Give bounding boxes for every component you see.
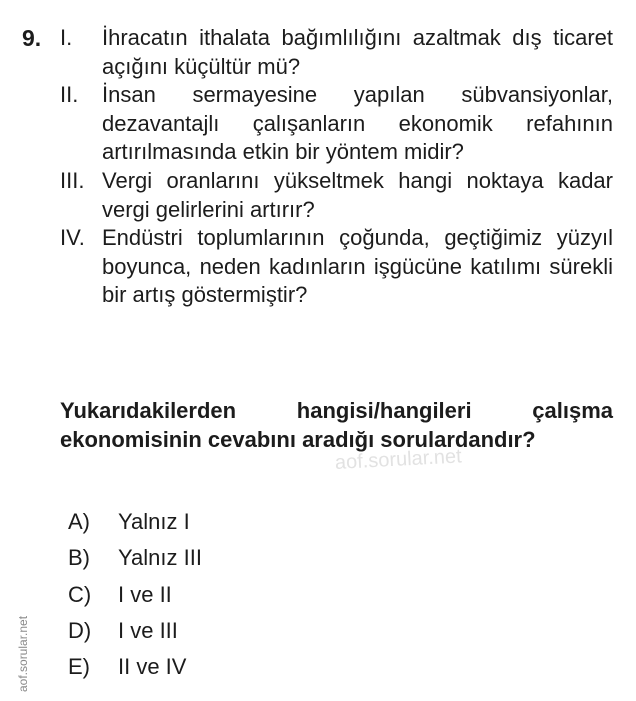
answer-option-e[interactable] (68, 649, 202, 685)
answer-option-b[interactable] (68, 540, 202, 576)
statement-item (60, 81, 613, 167)
watermark: aof.sorular.net (334, 445, 463, 474)
answer-option-c[interactable] (68, 577, 202, 613)
question-number: 9. (22, 25, 42, 51)
option-letter: A) (68, 509, 90, 534)
statement-numeral: III. (60, 167, 85, 193)
option-letter: B) (68, 545, 90, 571)
statement-item (60, 24, 613, 81)
statement-item (60, 224, 613, 310)
option-letter: D) (68, 617, 92, 643)
option-letter: E) (68, 654, 90, 680)
statement-numeral: IV. (60, 225, 85, 251)
answer-options (68, 504, 202, 685)
option-text: I ve III (118, 617, 178, 643)
statement-text: İnsan sermayesine yapılan sübvansiyonlar, dezavantajlı çalışanların ekonomik refahının artırılmasında etkin bir yöntem midir? (102, 82, 613, 165)
side-watermark: aof.sorular.net (16, 615, 30, 692)
option-text: Yalnız I (118, 509, 190, 534)
answer-option-d[interactable] (68, 613, 202, 649)
statement-text: İhracatın ithalata bağımlılığını azaltmak dış ticaret açığını küçültür mü? (102, 25, 613, 79)
option-text: II ve IV (118, 654, 187, 680)
answer-option-a[interactable] (68, 504, 202, 540)
question-prompt: Yukarıdakilerden hangisi/hangileri çalışma ekonomisinin cevabını aradığı sorulardandır? (60, 398, 613, 452)
option-text: I ve II (118, 581, 172, 607)
statement-numeral: I. (60, 25, 73, 50)
option-text: Yalnız III (118, 545, 202, 571)
option-letter: C) (68, 581, 92, 607)
statement-text: Endüstri toplumlarının çoğunda, geçtiğimiz yüzyıl boyunca, neden kadınların işgücüne katılımı sürekli bir artış göstermiştir? (102, 225, 613, 308)
statement-text: Vergi oranlarını yükseltmek hangi noktaya kadar vergi gelirlerini artırır? (102, 167, 613, 222)
statement-item (60, 167, 613, 224)
statement-numeral: II. (60, 82, 79, 108)
statement-list (60, 24, 613, 310)
